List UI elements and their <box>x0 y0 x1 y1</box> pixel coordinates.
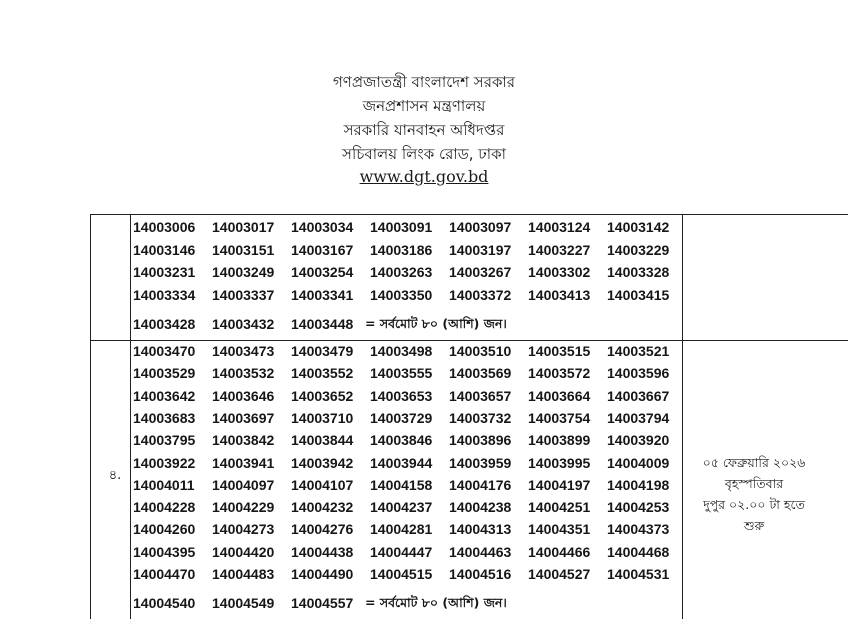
roll-number: 14004158 <box>370 476 433 493</box>
roll-number: 14003328 <box>607 264 670 280</box>
roll-number: 14003334 <box>133 286 196 303</box>
roll-number: 14004107 <box>291 476 354 493</box>
roll-number: 14003515 <box>528 343 591 359</box>
roll-number: 14004009 <box>607 454 670 471</box>
roll-number: 14003697 <box>212 409 275 426</box>
roll-number: 14003683 <box>133 409 196 426</box>
roll-number: 14003091 <box>370 219 433 235</box>
roll-number: 14003473 <box>212 343 275 359</box>
roll-number: 14003186 <box>370 241 433 258</box>
department-name: সরকারি যানবাহন অধিদপ্তর <box>343 121 505 139</box>
roll-number: 14004470 <box>133 566 196 582</box>
roll-number: 14004251 <box>528 499 591 516</box>
roll-number: 14003254 <box>291 264 354 280</box>
roll-number: 14003995 <box>528 454 591 471</box>
roll-number: 14004540 <box>133 595 196 611</box>
roll-number: 14004011 <box>133 476 195 493</box>
roll-number: 14004281 <box>370 521 433 538</box>
roll-number: 14003899 <box>528 432 591 449</box>
roll-number: 14003097 <box>449 219 512 235</box>
roll-number: 14004466 <box>528 543 591 560</box>
roll-number: 14004438 <box>291 543 354 560</box>
roll-number: 14004232 <box>291 499 354 516</box>
roll-number: 14003263 <box>370 264 433 280</box>
roll-number: 14004527 <box>528 566 591 582</box>
schedule-start: শুরু <box>743 518 765 533</box>
roll-number: 14004097 <box>212 476 275 493</box>
roll-number: 14003146 <box>133 241 196 258</box>
schedule-day: বৃহস্পতিবার <box>724 476 784 491</box>
roll-number: 14004549 <box>212 595 275 611</box>
roll-number: 14003844 <box>291 432 354 449</box>
roll-number: 14003341 <box>291 286 354 303</box>
roll-number: 14004516 <box>449 566 512 582</box>
roll-number: 14003231 <box>133 264 196 280</box>
table-col-divider-2 <box>682 214 683 619</box>
roll-number: 14003642 <box>133 387 196 404</box>
exam-schedule <box>683 452 825 536</box>
serial-number: ৪. <box>108 468 122 483</box>
roll-number: 14004490 <box>291 566 354 582</box>
roll-number: 14003942 <box>291 454 354 471</box>
roll-number: 14003555 <box>370 365 433 382</box>
roll-number: 14003529 <box>133 365 196 382</box>
roll-number: 14004515 <box>370 566 433 582</box>
roll-number: 14003732 <box>449 409 512 426</box>
roll-number: 14004373 <box>607 521 670 538</box>
roll-number: 14003795 <box>133 432 196 449</box>
roll-number: 14003479 <box>291 343 354 359</box>
roll-number: 14003922 <box>133 454 196 471</box>
roll-number: 14003959 <box>449 454 512 471</box>
roll-number: 14004468 <box>607 543 670 560</box>
roll-number: 14003470 <box>133 343 196 359</box>
roll-number: 14003646 <box>212 387 275 404</box>
roll-number: 14003569 <box>449 365 512 382</box>
roll-number: 14003657 <box>449 387 512 404</box>
roll-number: 14003267 <box>449 264 512 280</box>
roll-number: 14003572 <box>528 365 591 382</box>
roll-number: 14004483 <box>212 566 275 582</box>
table-top-border <box>90 214 848 215</box>
roll-number: 14003710 <box>291 409 354 426</box>
roll-number: 14004420 <box>212 543 275 560</box>
roll-number: 14004198 <box>607 476 670 493</box>
roll-number: 14003428 <box>133 316 196 332</box>
roll-number: 14004276 <box>291 521 354 538</box>
roll-number: 14004351 <box>528 521 591 538</box>
schedule-date: ০৫ ফেব্রুয়ারি ২০২৬ <box>702 455 806 470</box>
roll-number: 14003842 <box>212 432 275 449</box>
roll-number: 14004176 <box>449 476 512 493</box>
group-total: = সর্বমোট ৮০ (আশি) জন। <box>365 595 507 610</box>
ministry-name: জনপ্রশাসন মন্ত্রণালয় <box>362 97 486 115</box>
government-name: গণপ্রজাতন্ত্রী বাংলাদেশ সরকার <box>332 73 516 91</box>
roll-number: 14003846 <box>370 432 433 449</box>
roll-number: 14003944 <box>370 454 433 471</box>
roll-number: 14004557 <box>291 595 354 611</box>
table-left-border <box>90 214 91 619</box>
roll-number: 14003227 <box>528 241 591 258</box>
roll-number: 14004228 <box>133 499 196 516</box>
website-link[interactable]: www.dgt.gov.bd <box>359 167 489 186</box>
roll-number: 14003413 <box>528 286 591 303</box>
roll-number: 14003941 <box>212 454 275 471</box>
roll-number: 14003432 <box>212 316 275 332</box>
roll-number: 14003498 <box>370 343 433 359</box>
roll-number: 14003249 <box>212 264 275 280</box>
roll-number: 14003664 <box>528 387 591 404</box>
roll-number: 14003034 <box>291 219 354 235</box>
roll-number: 14003652 <box>291 387 354 404</box>
roll-number: 14004463 <box>449 543 512 560</box>
roll-number: 14003510 <box>449 343 512 359</box>
roll-number: 14004447 <box>370 543 433 560</box>
roll-number: 14004395 <box>133 543 196 560</box>
roll-number: 14004531 <box>607 566 670 582</box>
roll-number: 14003151 <box>212 241 275 258</box>
roll-number: 14003337 <box>212 286 275 303</box>
roll-number: 14004229 <box>212 499 275 516</box>
roll-number: 14003596 <box>607 365 670 382</box>
roll-number: 14003372 <box>449 286 512 303</box>
roll-number: 14003006 <box>133 219 196 235</box>
roll-number: 14004273 <box>212 521 275 538</box>
roll-number: 14003920 <box>607 432 670 449</box>
roll-number: 14003229 <box>607 241 670 258</box>
roll-number: 14004260 <box>133 521 196 538</box>
roll-number: 14003667 <box>607 387 670 404</box>
roll-number: 14004238 <box>449 499 512 516</box>
roll-number: 14003350 <box>370 286 433 303</box>
roll-number: 14003552 <box>291 365 354 382</box>
roll-number: 14003017 <box>212 219 275 235</box>
roll-number: 14003794 <box>607 409 670 426</box>
roll-number: 14003197 <box>449 241 512 258</box>
roll-number: 14004253 <box>607 499 670 516</box>
roll-number: 14003521 <box>607 343 670 359</box>
roll-number: 14003124 <box>528 219 591 235</box>
roll-number: 14004197 <box>528 476 591 493</box>
roll-number: 14003415 <box>607 286 670 303</box>
roll-number: 14004313 <box>449 521 512 538</box>
group-total: = সর্বমোট ৮০ (আশি) জন। <box>365 316 507 331</box>
roll-number: 14003754 <box>528 409 591 426</box>
roll-number: 14003142 <box>607 219 670 235</box>
roll-number: 14003302 <box>528 264 591 280</box>
roll-number: 14003653 <box>370 387 433 404</box>
roll-number: 14003729 <box>370 409 433 426</box>
roll-number: 14004237 <box>370 499 433 516</box>
roll-number: 14003532 <box>212 365 275 382</box>
table-col-divider-1 <box>130 214 131 619</box>
office-address: সচিবালয় লিংক রোড, ঢাকা <box>342 145 506 163</box>
roll-number: 14003448 <box>291 316 354 332</box>
schedule-time: দুপুর ০২.০০ টা হতে <box>703 497 805 512</box>
roll-number: 14003167 <box>291 241 354 258</box>
roll-number: 14003896 <box>449 432 512 449</box>
